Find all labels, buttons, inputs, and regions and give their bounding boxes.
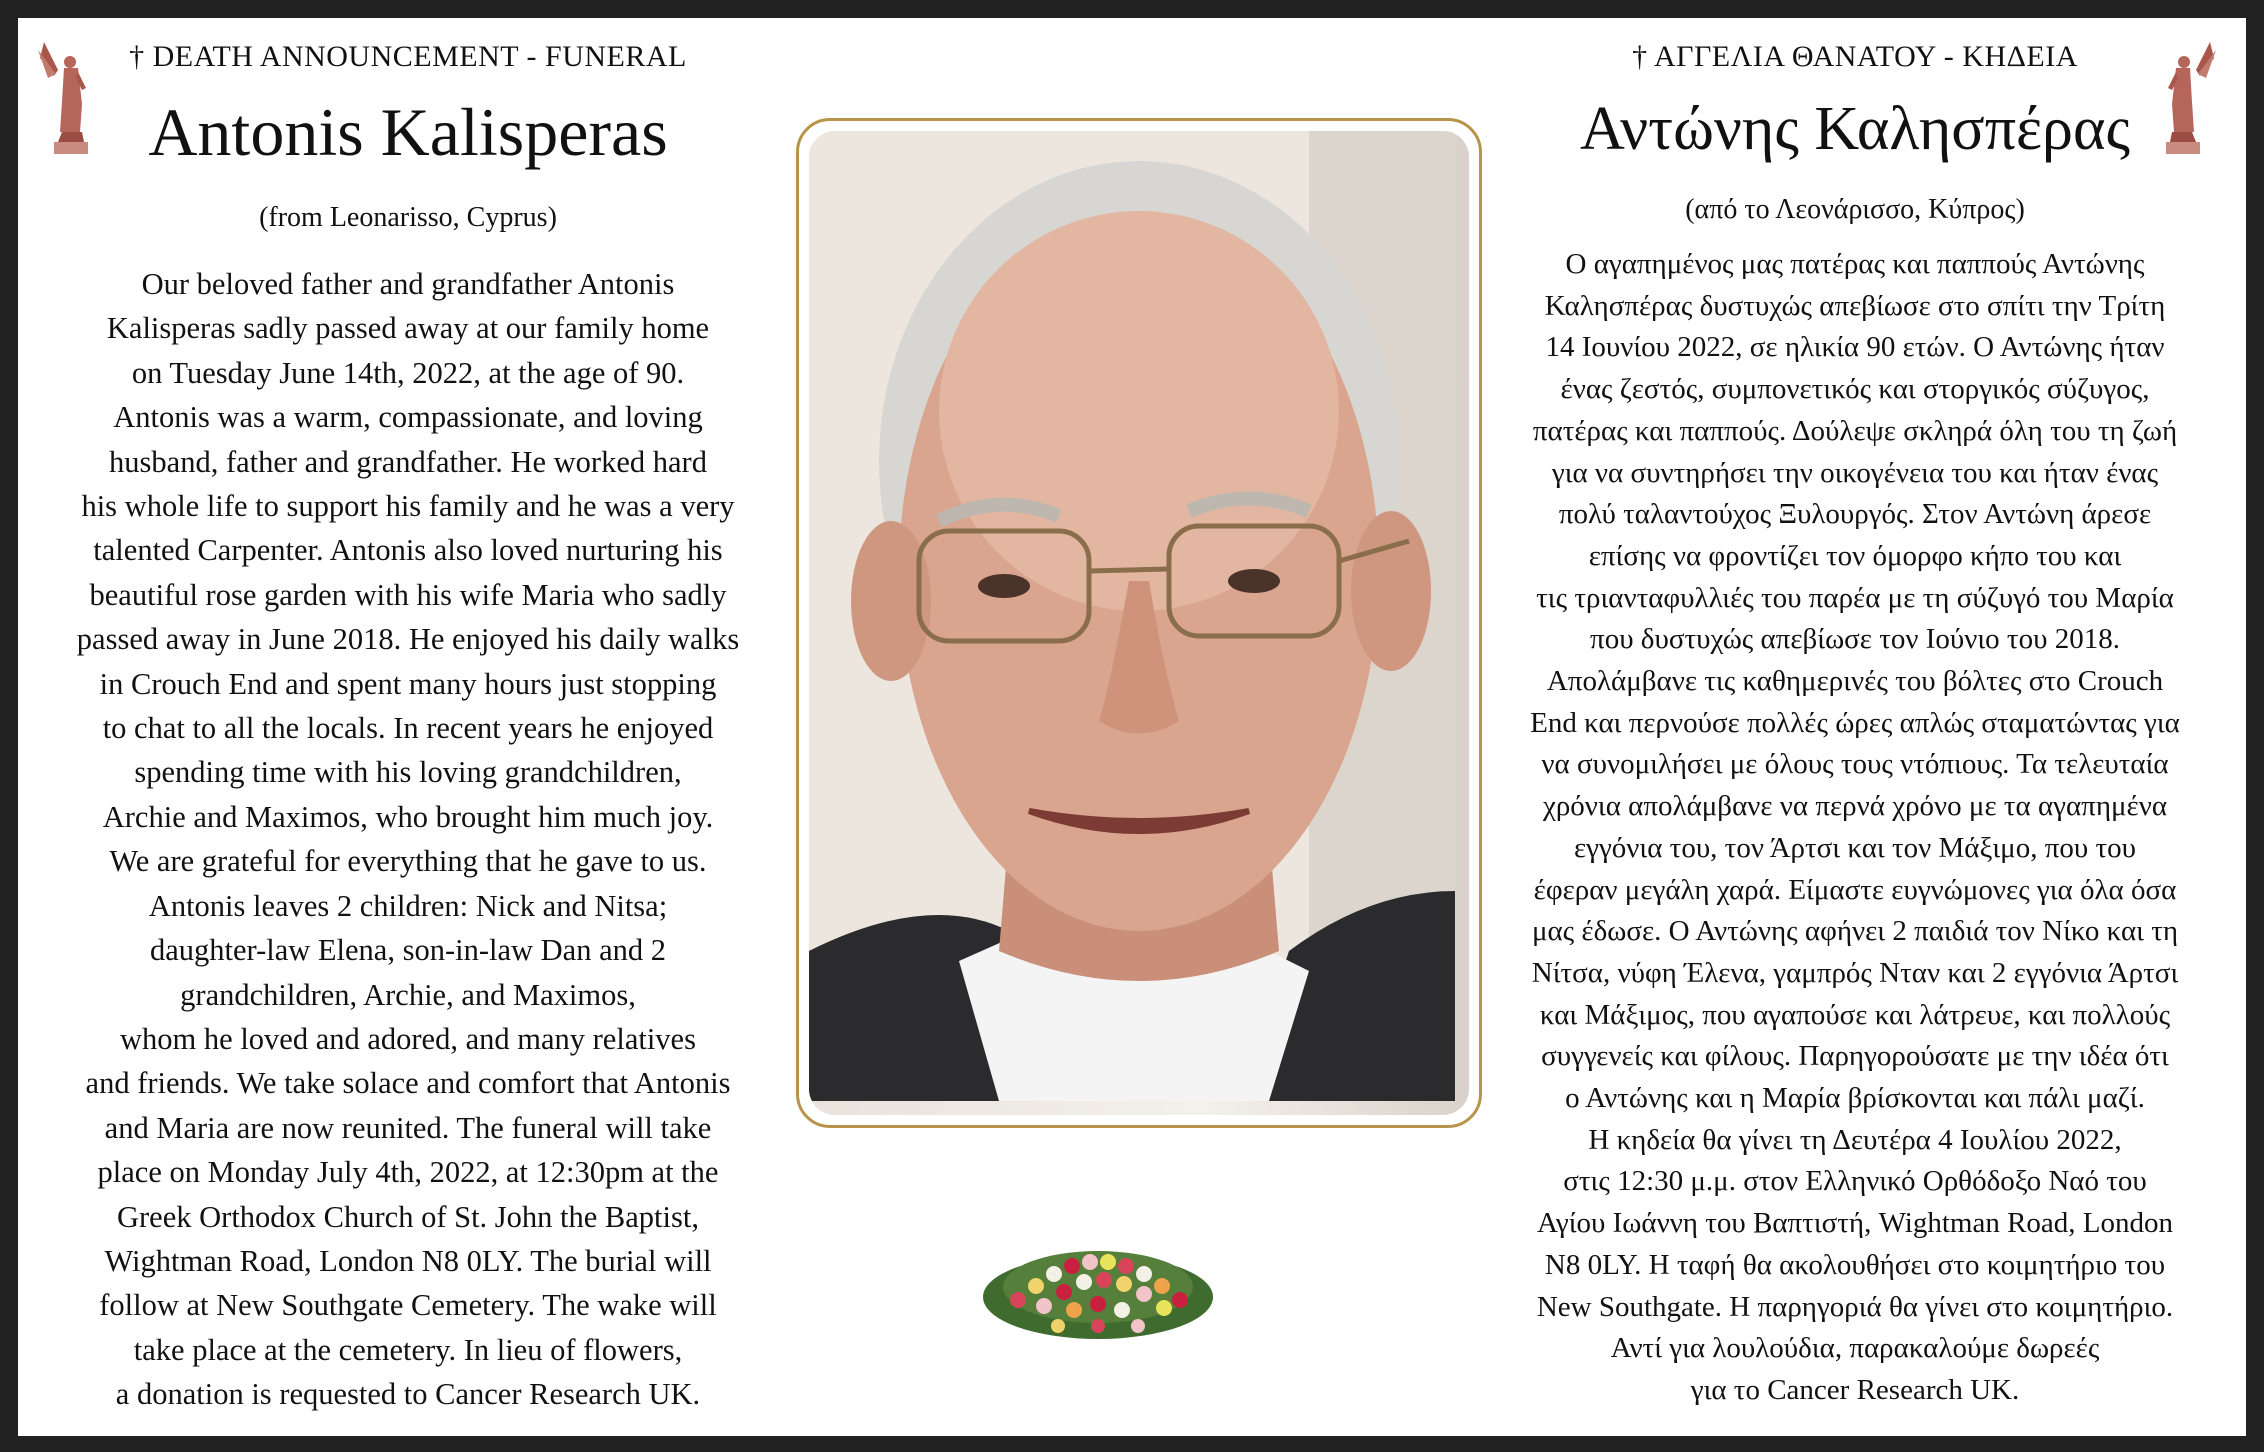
announcement-heading: † ΑΓΓΕΛΙΑ ΘΑΝΑΤΟΥ - ΚΗΔΕΙΑ xyxy=(1632,40,2078,73)
announcement-body: Ο αγαπημένος μας πατέρας και παππούς Αντώνης Καλησπέρας δυστυχώς απεβίωσε στο σπίτι την Τρίτη 14 Ιουνίου 2022, σε ηλικία 90 ετών. Ο Αντώνης ήταν ένας ζεστός, συμπονετικός και στοργικός σύζυγος, πατέρας και παππούς. Δούλεψε σκληρά όλη του τη ζωή για να συντηρήσει την οικογένεια του και ήταν ένας πολύ ταλαντούχος Ξυλουργός. Στον Αντώνη άρεσε επίσης να φροντίζει τον όμορφο κήπο του και τις τριανταφυλλιές του παρέα με τη σύζυγό του Μαρία που δυστυχώς απεβίωσε τον Ιούνιο του 2018. Απολάμβανε τις καθημερινές του βόλτες στο Crouch End και περνούσε πολλές ώρες απλώς σταματώντας για να συνομιλήσει με όλους τους ντόπιους. Τα τελευταία χρόνια απολάμβανε να περνά χρόνο με τα αγαπημένα εγγόνια του, τον Άρτσι και τον Μάξιμο, που του έφεραν μεγάλη χαρά. Είμαστε ευγνώμονες για όλα όσα μας έδωσε. Ο Αντώνης αφήνει 2 παιδιά τον Νίκο και τη Νίτσα, νύφη Έλενα, γαμπρός Νταν και 2 εγγόνια Άρτσι και Μάξιμος, που αγαπούσε και λάτρευε, και πολλούς συγγενείς και φίλους. Παρηγορούσατε με την ιδέα ότι ο Αντώνης και η Μαρία βρίσκονται και πάλι μαζί. Η κηδεία θα γίνει τη Δευτέρα 4 Ιουλίου 2022, στις 12:30 μ.μ. στον Ελληνικό Ορθόδοξο Ναό του Αγίου Ιωάννη του Βαπτιστή, Wightman Road, London N8 0LY. Η ταφή θα ακολουθήσει στο κοιμητήριο του New Southgate. Η παρηγοριά θα γίνει στο κοιμητήριο. Αντί για λουλούδια, παρακαλούμε δωρεές για το Cancer Research UK. xyxy=(1530,248,2180,1406)
portrait-frame xyxy=(796,118,1482,1128)
origin-line: (από το Λεονάρισσο, Κύπρος) xyxy=(1685,194,2025,225)
deceased-name: Antonis Kalisperas xyxy=(148,94,668,170)
origin-line: (from Leonarisso, Cyprus) xyxy=(259,202,557,233)
announcement-body: Our beloved father and grandfather Antonis Kalisperas sadly passed away at our family home on Tuesday June 14th, 2022, at the age of 90. Antonis was a warm, compassionate, and loving husband, father and grandfather. He worked hard his whole life to support his family and he was a very talented Carpenter. Antonis also loved nurturing his beautiful rose garden with his wife Maria who sadly passed away in June 2018. He enjoyed his daily walks in Crouch End and spent many hours just stopping to chat to all the locals. In recent years he enjoyed spending time with his loving grandchildren, Archie and Maximos, who brought him much joy. We are grateful for everything that he gave to us. Antonis leaves 2 children: Nick and Nitsa; daughter-law Elena, son-in-law Dan and 2 grandchildren, Archie, and Maximos, whom he loved and adored, and many relatives and friends. We take solace and comfort that Antonis and Maria are now reunited. The funeral will take place on Monday July 4th, 2022, at 12:30pm at the Greek Orthodox Church of St. John the Baptist, Wightman Road, London N8 0LY. The burial will follow at New Southgate Cemetery. The wake will take place at the cemetery. In lieu of flowers, a donation is requested to Cancer Research UK. xyxy=(76,267,740,1412)
portrait-illustration xyxy=(809,131,1455,1101)
deceased-name: Αντώνης Καλησπέρας xyxy=(1579,95,2131,163)
announcement-sheet xyxy=(18,18,2246,1436)
announcement-heading: † DEATH ANNOUNCEMENT - FUNERAL xyxy=(129,40,687,73)
portrait-photo xyxy=(809,131,1469,1115)
flower-arrangement xyxy=(978,1222,1218,1352)
